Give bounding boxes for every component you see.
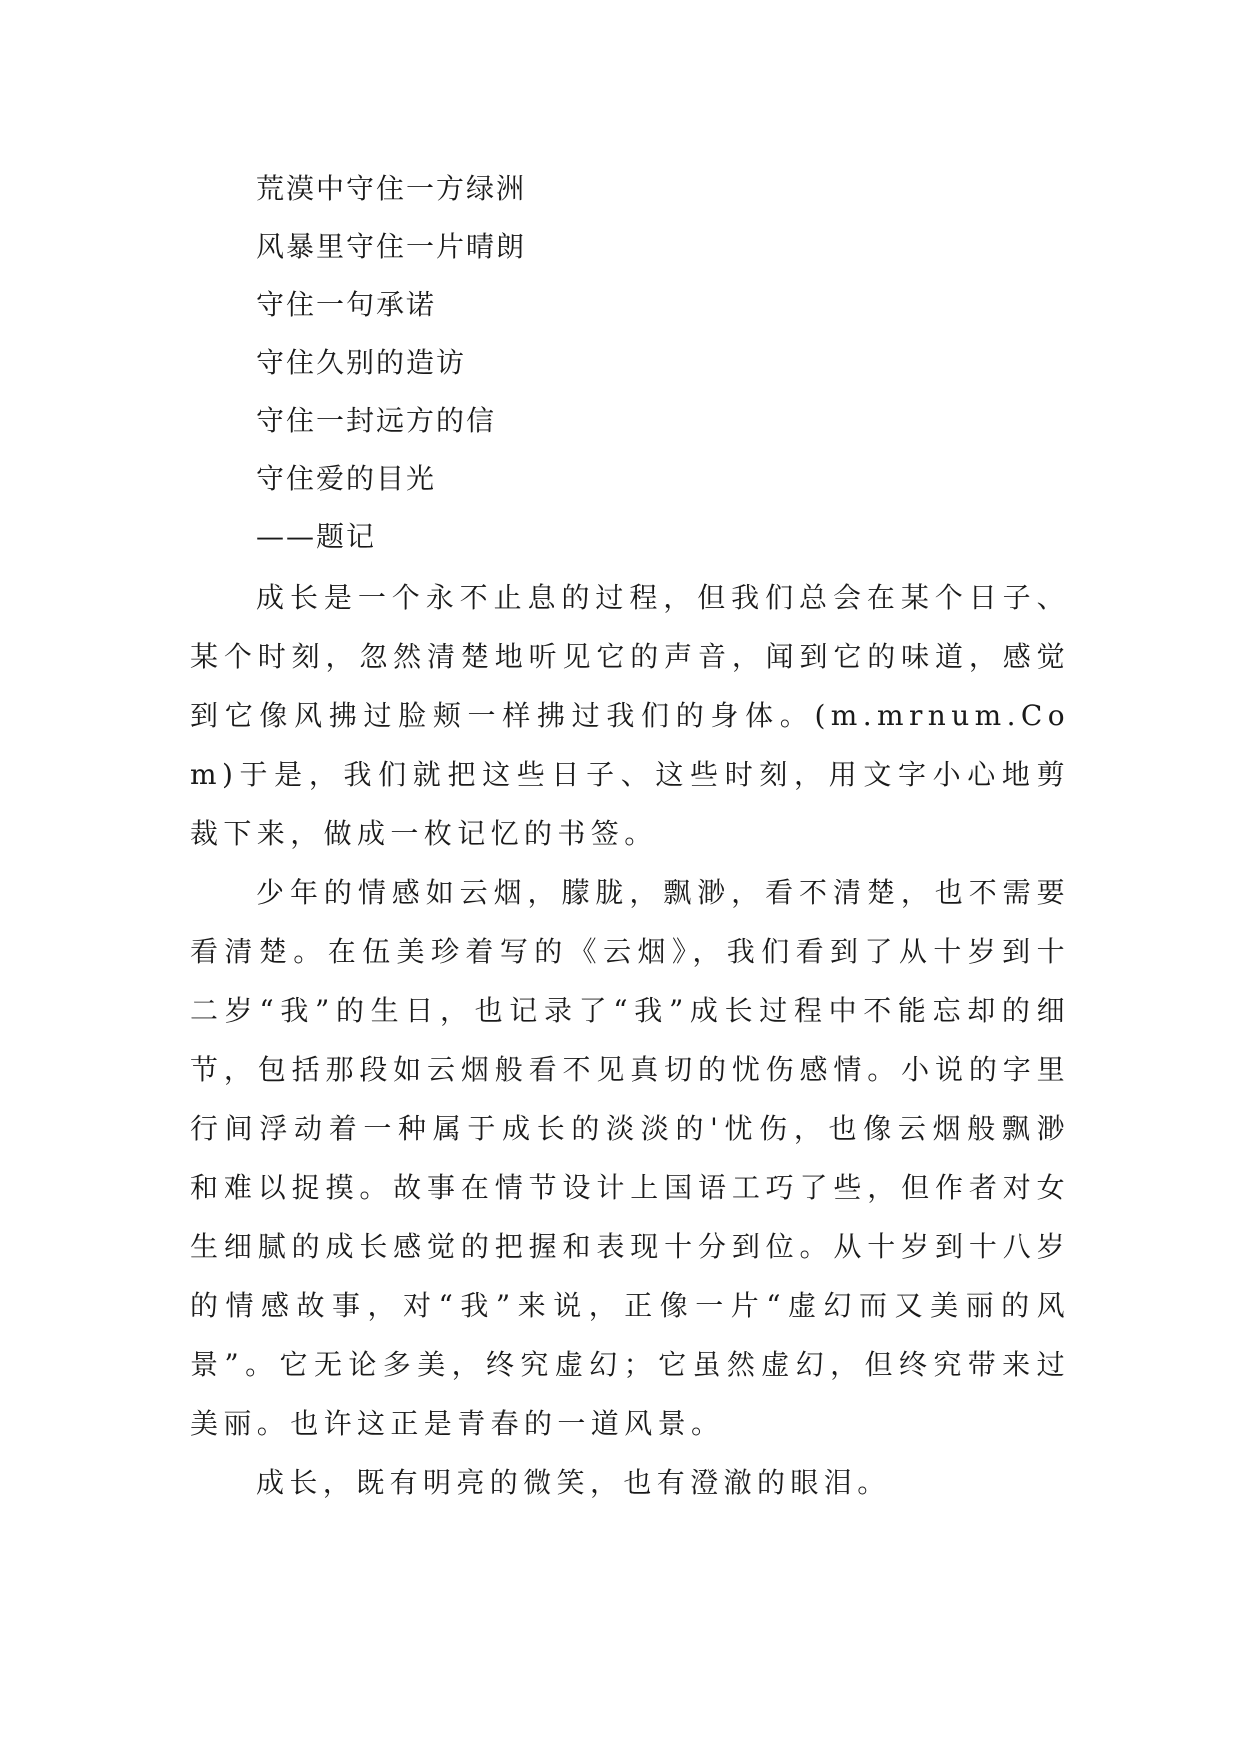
paragraph: 成长是一个永不止息的过程，但我们总会在某个日子、某个时刻，忽然清楚地听见它的声音，闻到它的味道，感觉到它像风拂过脸颊一样拂过我们的身体。(m.mrnum.Com)于是，我们就把这些日子、这些时刻，用文字小心地剪裁下来，做成一枚记忆的书签。 bbox=[190, 581, 1070, 850]
poem-line: 守住一封远方的信 bbox=[256, 404, 497, 437]
epigraph-attribution: ——题记 bbox=[256, 520, 377, 553]
poem-line: 守住一句承诺 bbox=[256, 288, 437, 321]
epigraph-poem bbox=[256, 160, 526, 566]
poem-line: 荒漠中守住一方绿洲 bbox=[256, 172, 527, 205]
poem-line: 守住爱的目光 bbox=[256, 462, 437, 495]
paragraph: 少年的情感如云烟，朦胧，飘渺，看不清楚，也不需要看清楚。在伍美珍着写的《云烟》，我们看到了从十岁到十二岁“我”的生日，也记录了“我”成长过程中不能忘却的细节，包括那段如云烟般看不见真切的忧伤感情。小说的字里行间浮动着一种属于成长的淡淡的'忧伤，也像云烟般飘渺和难以捉摸。故事在情节设计上国语工巧了些，但作者对女生细腻的成长感觉的把握和表现十分到位。从十岁到十八岁的情感故事，对“我”来说，正像一片“虚幻而又美丽的风景”。它无论多美，终究虚幻；它虽然虚幻，但终究带来过美丽。也许这正是青春的一道风景。 bbox=[190, 876, 1070, 1440]
paragraph: 成长，既有明亮的微笑，也有澄澈的眼泪。 bbox=[256, 1466, 891, 1499]
poem-line: 风暴里守住一片晴朗 bbox=[256, 230, 527, 263]
poem-line: 守住久别的造访 bbox=[256, 346, 467, 379]
body-text bbox=[190, 568, 1070, 1512]
